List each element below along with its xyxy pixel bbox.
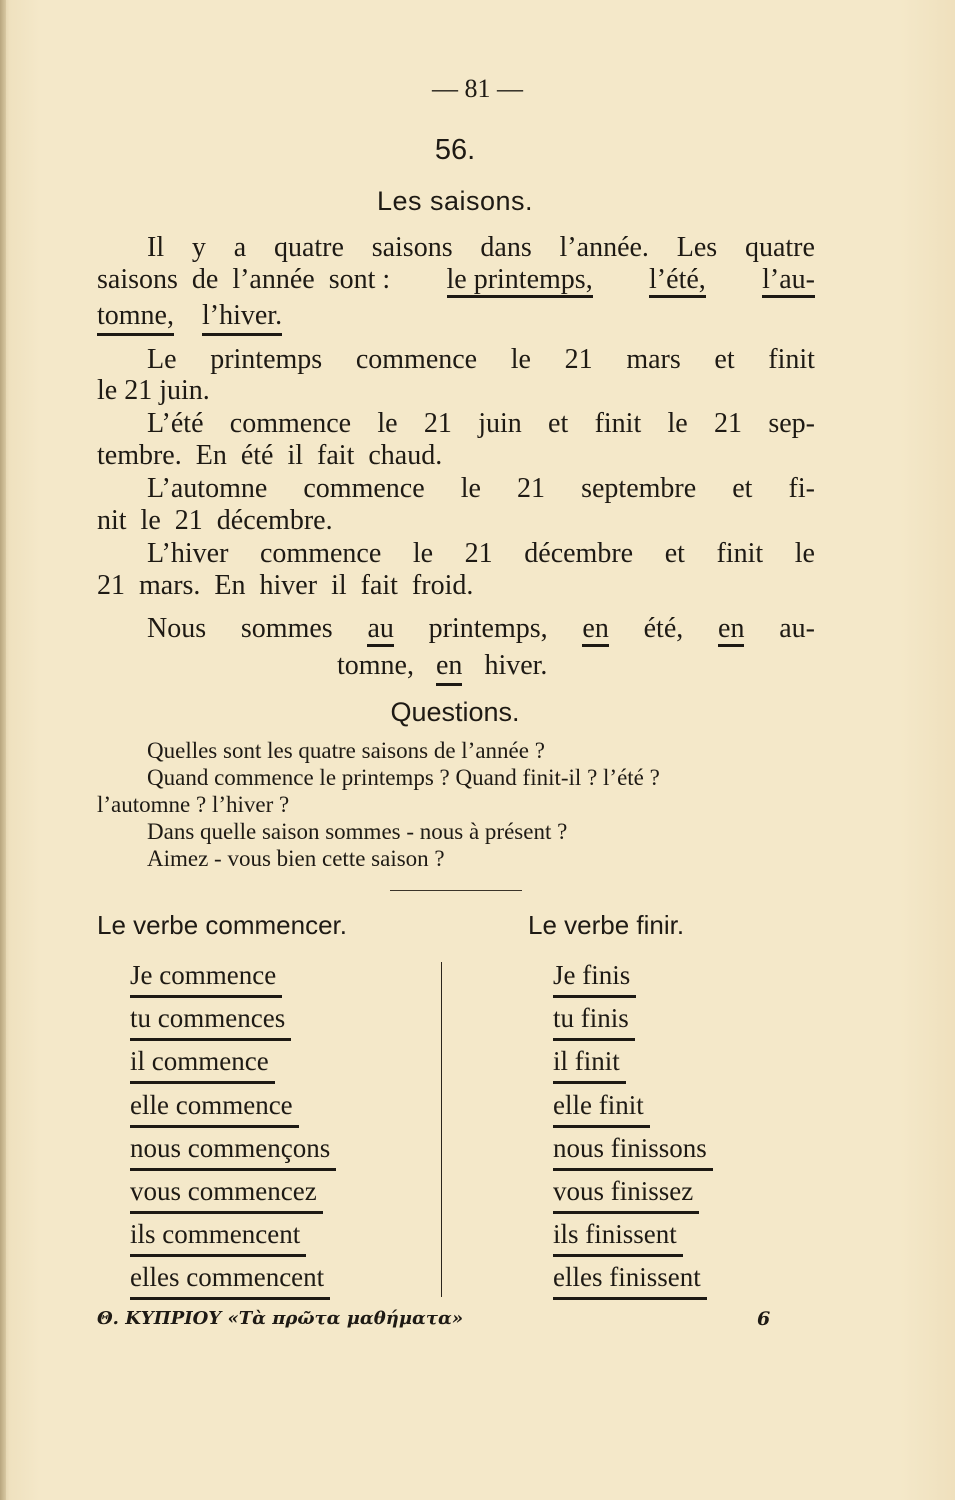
conjugation-text: nous commençons: [130, 1131, 336, 1171]
word: le: [460, 473, 481, 504]
conjugation-text: elles finissent: [553, 1260, 707, 1300]
paragraph-6-line-1: [147, 611, 815, 647]
word: 21: [464, 538, 493, 569]
paragraph-4-line-2: nit le 21 décembre.: [97, 505, 333, 536]
word: L’été: [147, 408, 204, 439]
conjugation-text: tu finis: [553, 1001, 635, 1041]
questions-title: Questions.: [390, 697, 520, 727]
word: commence: [355, 344, 478, 375]
lesson-number: 56.: [434, 134, 476, 166]
word: printemps,: [428, 613, 548, 644]
underlined-word: l’au-: [762, 262, 815, 298]
conjugation-form: [553, 1088, 650, 1122]
underlined-word: tomne,: [97, 300, 174, 336]
paragraph-1-line-3: [97, 298, 815, 334]
word: et: [664, 538, 685, 569]
word: finit: [716, 538, 764, 569]
underlined-word: en: [436, 650, 462, 686]
underlined-word: l’hiver.: [202, 300, 282, 336]
conjugation-form: [130, 1217, 306, 1251]
conjugation-form: [553, 1131, 713, 1165]
verb-commencer-title: Le verbe commencer.: [97, 910, 348, 940]
word: saisons: [371, 232, 453, 263]
paragraph-6-line-2: [337, 648, 637, 684]
paragraph-3-line-1: [147, 406, 815, 442]
signature-mark: 6: [757, 1308, 771, 1330]
underlined-word: en: [718, 611, 744, 647]
word: décembre: [524, 538, 634, 569]
conjugation-text: elle finit: [553, 1088, 650, 1128]
word: septembre: [581, 473, 697, 504]
conjugation-text: vous commencez: [130, 1174, 323, 1214]
conjugation-text: Je finis: [553, 958, 636, 998]
word: 21: [423, 408, 452, 439]
word: l’année.: [559, 232, 649, 263]
conjugation-text: Je commence: [130, 958, 282, 998]
word: Nous: [147, 613, 207, 644]
conjugation-text: vous finissez: [553, 1174, 699, 1214]
word: le: [794, 538, 815, 569]
page-edge: [0, 0, 6, 1500]
word: le: [377, 408, 398, 439]
word: mars: [626, 344, 681, 375]
question-4: Aimez - vous bien cette saison ?: [147, 846, 445, 871]
word: y: [191, 232, 206, 263]
word: et: [714, 344, 735, 375]
paragraph-3-line-2: tembre. En été il fait chaud.: [97, 440, 443, 471]
word: commence: [229, 408, 352, 439]
conjugation-form: [553, 958, 636, 992]
conjugation-text: il commence: [130, 1044, 275, 1084]
word: 21: [714, 408, 743, 439]
conjugation-form: [130, 1001, 291, 1035]
word: 21: [517, 473, 546, 504]
word: tomne,: [337, 650, 414, 681]
conjugation-form: [130, 1044, 275, 1078]
paragraph-4-line-1: [147, 471, 815, 507]
question-2-continued: l’automne ? l’hiver ?: [97, 792, 290, 817]
lesson-title: Les saisons.: [376, 186, 534, 216]
conjugation-form: [130, 1174, 323, 1208]
word: juin: [478, 408, 522, 439]
paragraph-5-line-1: [147, 536, 815, 572]
word: a: [233, 232, 247, 263]
paragraph-2-line-2: le 21 juin.: [97, 375, 210, 406]
word: Il: [147, 232, 165, 263]
conjugation-form: [130, 1088, 299, 1122]
conjugation-form: [130, 1260, 330, 1294]
word: le: [667, 408, 688, 439]
word: été,: [643, 613, 684, 644]
word: finit: [594, 408, 642, 439]
word: dans: [480, 232, 532, 263]
conjugation-form: [130, 958, 282, 992]
page-number: — 81 —: [432, 74, 523, 103]
footer-credit: Θ. ΚΥΠΡΙΟΥ «Τὰ πρῶτα μαθήματα»: [97, 1308, 464, 1329]
underlined-word: le printemps,: [447, 262, 593, 298]
word: le: [412, 538, 434, 569]
conjugation-text: ils commencent: [130, 1217, 306, 1257]
conjugation-text: il finit: [553, 1044, 626, 1084]
conjugation-form: [553, 1217, 683, 1251]
underlined-word: l’été,: [649, 262, 706, 298]
conjugation-text: elles commencent: [130, 1260, 330, 1300]
question-2: Quand commence le printemps ? Quand finit-il ? l’été ?: [147, 765, 660, 790]
underlined-word: en: [582, 611, 608, 647]
section-divider: [390, 890, 522, 891]
underlined-word: au: [367, 611, 393, 647]
conjugation-text: nous finissons: [553, 1131, 713, 1171]
question-3: Dans quelle saison sommes - nous à présent ?: [147, 819, 568, 844]
word: commence: [303, 473, 425, 504]
word: hiver.: [484, 650, 548, 681]
word: quatre: [744, 232, 815, 263]
conjugation-form: [130, 1131, 336, 1165]
paragraph-1-line-1: [147, 230, 815, 266]
paragraph-1-line-2: [97, 262, 815, 298]
word: et: [732, 473, 753, 504]
verb-finir-title: Le verbe finir.: [528, 910, 685, 940]
text: saisons de l’année sont :: [97, 264, 391, 295]
word: sommes: [240, 613, 333, 644]
conjugation-form: [553, 1001, 635, 1035]
word: 21: [564, 344, 593, 375]
word: fi-: [788, 473, 815, 504]
conjugation-text: tu commences: [130, 1001, 291, 1041]
word: L’hiver: [147, 538, 229, 569]
paragraph-5-line-2: 21 mars. En hiver il fait froid.: [97, 570, 474, 601]
word: commence: [259, 538, 382, 569]
word: printemps: [210, 344, 323, 375]
word: L’automne: [147, 473, 268, 504]
conjugation-text: elle commence: [130, 1088, 299, 1128]
word: sep-: [768, 408, 815, 439]
conjugation-form: [553, 1174, 699, 1208]
conjugation-text: ils finissent: [553, 1217, 683, 1257]
word: Le: [147, 344, 177, 375]
word: le: [510, 344, 531, 375]
word: au-: [779, 613, 815, 644]
word: et: [548, 408, 569, 439]
conjugation-form: [553, 1260, 707, 1294]
word: quatre: [273, 232, 344, 263]
question-1: Quelles sont les quatre saisons de l’année ?: [147, 738, 545, 763]
word: Les: [676, 232, 718, 263]
word: finit: [768, 344, 815, 375]
conjugation-form: [553, 1044, 626, 1078]
column-divider: [441, 962, 442, 1297]
